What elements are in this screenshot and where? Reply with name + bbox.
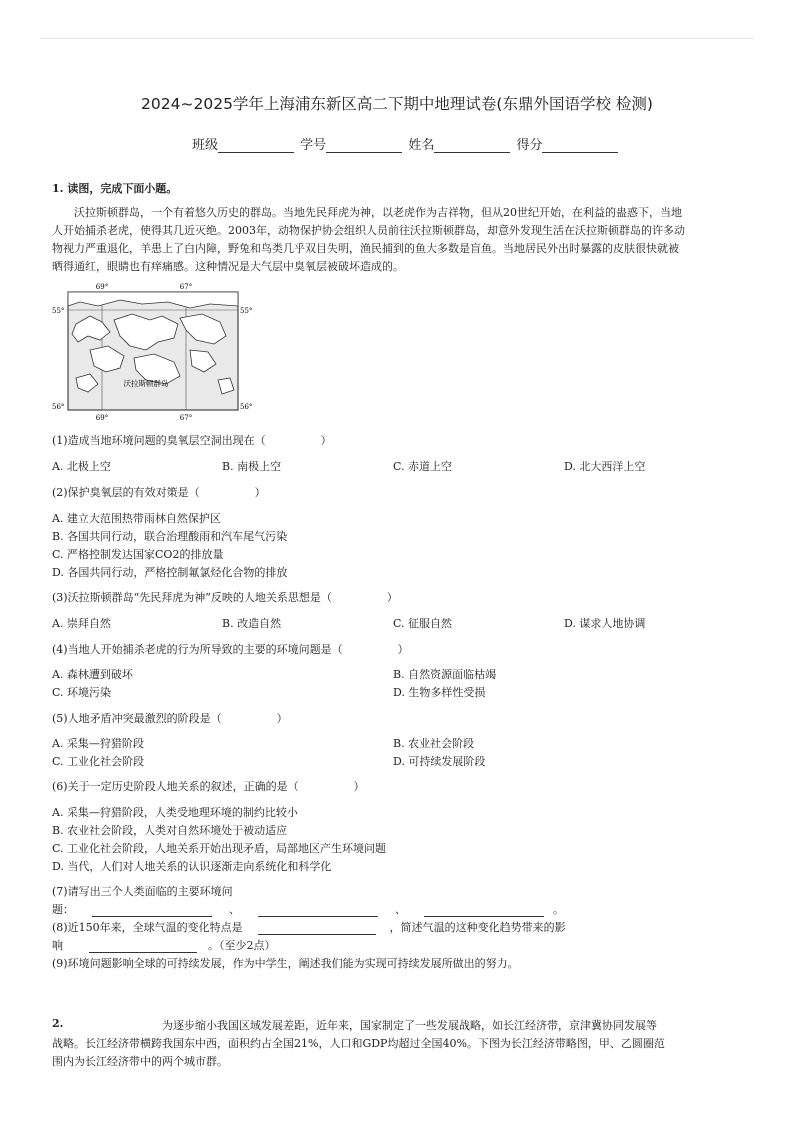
q1-sub4-option-d[interactable]: D. 生物多样性受损 (393, 686, 486, 699)
q1-sub5-option-d[interactable]: D. 可持续发展阶段 (393, 755, 486, 768)
q2-number: 2. (52, 1017, 64, 1030)
q1-sub7-answer-row (52, 901, 564, 917)
id-blank[interactable] (326, 138, 402, 153)
q1-passage-line: 物视力严重退化，羊患上了白内障，野兔和鸟类几乎双目失明，渔民捕到的鱼大多数是盲鱼。当地居民外出时暴露的皮肤很快就被 (52, 242, 679, 255)
q1-sub3-option-c[interactable]: C. 征服自然 (393, 617, 453, 630)
q1-sub1-option-d[interactable]: D. 北大西洋上空 (564, 460, 646, 473)
q1-sub3-stem: (3)沃拉斯顿群岛“先民拜虎为神”反映的人地关系思想是（ ） (52, 591, 398, 604)
q1-passage-line: 晒得通红，眼睛也有痒痛感。这种情况是大气层中臭氧层被破坏造成的。 (52, 260, 404, 273)
q1-sub7-sep-2: 、 (395, 903, 406, 916)
q1-sub7-blank-1[interactable] (92, 904, 212, 917)
q1-sub7-blank-2[interactable] (258, 904, 378, 917)
map-lat-left-top: 55° (52, 307, 65, 315)
q1-sub9-stem: (9)环境问题影响全球的可持续发展，作为中学生，阐述我们能为实现可持续发展所做出的努力。 (52, 957, 519, 970)
class-blank[interactable] (218, 138, 294, 153)
q1-sub8-blank-2[interactable] (89, 940, 197, 953)
q1-sub6-option-b[interactable]: B. 农业社会阶段，人类对自然环境处于被动适应 (52, 824, 288, 837)
q1-sub8-text-b: ，简述气温的这种变化趋势带来的影 (389, 921, 566, 934)
q1-sub2-stem: (2)保护臭氧层的有效对策是（ ） (52, 486, 266, 499)
q1-sub2-option-a[interactable]: A. 建立大范围热带雨林自然保护区 (52, 512, 221, 525)
q1-sub7-prefix: 题： (52, 903, 74, 916)
top-divider (40, 38, 754, 39)
map-lat-right-bottom: 56° (240, 403, 253, 411)
q1-sub8-text-a: (8)近150年来，全球气温的变化特点是 (52, 921, 243, 934)
q1-sub6-option-a[interactable]: A. 采集—狩猎阶段，人类受地理环境的制约比较小 (52, 806, 298, 819)
score-label: 得分 (516, 138, 543, 153)
q1-sub8-text-d: 。（至少2点） (208, 939, 276, 952)
q1-passage-line: 人开始捕杀老虎，使得其几近灭绝。2003年，动物保护协会组织人员前往沃拉斯顿群岛，却意外发现生活在沃拉斯顿群岛的许多动 (52, 224, 685, 237)
map-lon-top-1: 69° (95, 283, 109, 291)
q1-sub5-stem: (5)人地矛盾冲突最激烈的阶段是（ ） (52, 712, 288, 725)
q1-sub7-stem: (7)请写出三个人类面临的主要环境问 (52, 885, 233, 898)
map-lon-bottom-1: 69° (95, 414, 109, 422)
q1-sub1-option-c[interactable]: C. 赤道上空 (393, 460, 453, 473)
q1-sub8-row-2 (52, 937, 276, 953)
q2-passage-line: 为逐步缩小我国区域发展差距，近年来，国家制定了一些发展战略，如长江经济带，京津冀协同发展等 (162, 1019, 657, 1032)
q1-header: 1. 读图，完成下面小题。 (52, 182, 178, 195)
q1-sub8-blank-1[interactable] (258, 922, 376, 935)
map-lon-top-2: 67° (179, 283, 193, 291)
name-blank[interactable] (434, 138, 510, 153)
wollaston-islands-map (50, 280, 260, 428)
q1-sub3-option-b[interactable]: B. 改造自然 (222, 617, 282, 630)
map-island-label: 沃拉斯顿群岛 (123, 379, 169, 388)
q1-sub1-stem: (1)造成当地环境问题的臭氧层空洞出现在（ ） (52, 434, 332, 447)
map-lat-right-top: 55° (240, 307, 253, 315)
q1-sub2-option-b[interactable]: B. 各国共同行动，联合治理酸雨和汽车尾气污染 (52, 530, 288, 543)
q2-passage-line: 战略。长江经济带横跨我国东中西，面积约占全国21%，人口和GDP均超过全国40%。下图为长江经济带略图，甲、乙圆圈范 (52, 1037, 665, 1050)
q1-passage-line: 沃拉斯顿群岛，一个有着悠久历史的群岛。当地先民拜虎为神，以老虎作为吉祥物，但从20世纪开始，在利益的蛊惑下，当地 (74, 206, 682, 219)
q1-sub4-stem: (4)当地人开始捕杀老虎的行为所导致的主要的环境问题是（ ） (52, 643, 409, 656)
q1-sub5-option-c[interactable]: C. 工业化社会阶段 (52, 755, 145, 768)
q1-sub6-option-d[interactable]: D. 当代，人们对人地关系的认识逐渐走向系统化和科学化 (52, 860, 332, 873)
page-title: 2024~2025学年上海浦东新区高二下期中地理试卷(东鼎外国语学校 检测) (141, 95, 653, 113)
q1-sub5-option-b[interactable]: B. 农业社会阶段 (393, 737, 475, 750)
q2-passage-line: 围内为长江经济带中的两个城市群。 (52, 1055, 228, 1068)
map-lat-left-bottom: 56° (52, 403, 65, 411)
map-lon-bottom-2: 67° (179, 414, 193, 422)
q1-sub4-option-a[interactable]: A. 森林遭到破坏 (52, 668, 133, 681)
q1-sub5-option-a[interactable]: A. 采集—狩猎阶段 (52, 737, 144, 750)
student-info-row (192, 134, 620, 153)
id-label: 学号 (300, 138, 327, 153)
q1-sub7-end: 。 (553, 903, 564, 916)
q1-sub2-option-c[interactable]: C. 严格控制发达国家CO2的排放量 (52, 548, 224, 561)
q1-sub7-sep-1: 、 (229, 903, 240, 916)
class-label: 班级 (192, 138, 219, 153)
q1-sub7-blank-3[interactable] (424, 904, 544, 917)
name-label: 姓名 (408, 138, 435, 153)
q1-sub1-option-b[interactable]: B. 南极上空 (222, 460, 282, 473)
q1-sub4-option-b[interactable]: B. 自然资源面临枯竭 (393, 668, 497, 681)
q1-sub3-option-d[interactable]: D. 谋求人地协调 (564, 617, 646, 630)
q1-sub6-option-c[interactable]: C. 工业化社会阶段，人地关系开始出现矛盾，局部地区产生环境问题 (52, 842, 387, 855)
score-blank[interactable] (542, 138, 618, 153)
q1-sub8-row-1 (52, 919, 566, 935)
q1-sub1-option-a[interactable]: A. 北极上空 (52, 460, 111, 473)
q1-sub3-option-a[interactable]: A. 崇拜自然 (52, 617, 111, 630)
q1-sub4-option-c[interactable]: C. 环境污染 (52, 686, 112, 699)
q1-sub2-option-d[interactable]: D. 各国共同行动，严格控制氟氯烃化合物的排放 (52, 566, 288, 579)
q1-sub8-text-c: 响 (52, 939, 63, 952)
q1-sub6-stem: (6)关于一定历史阶段人地关系的叙述，正确的是（ ） (52, 780, 365, 793)
